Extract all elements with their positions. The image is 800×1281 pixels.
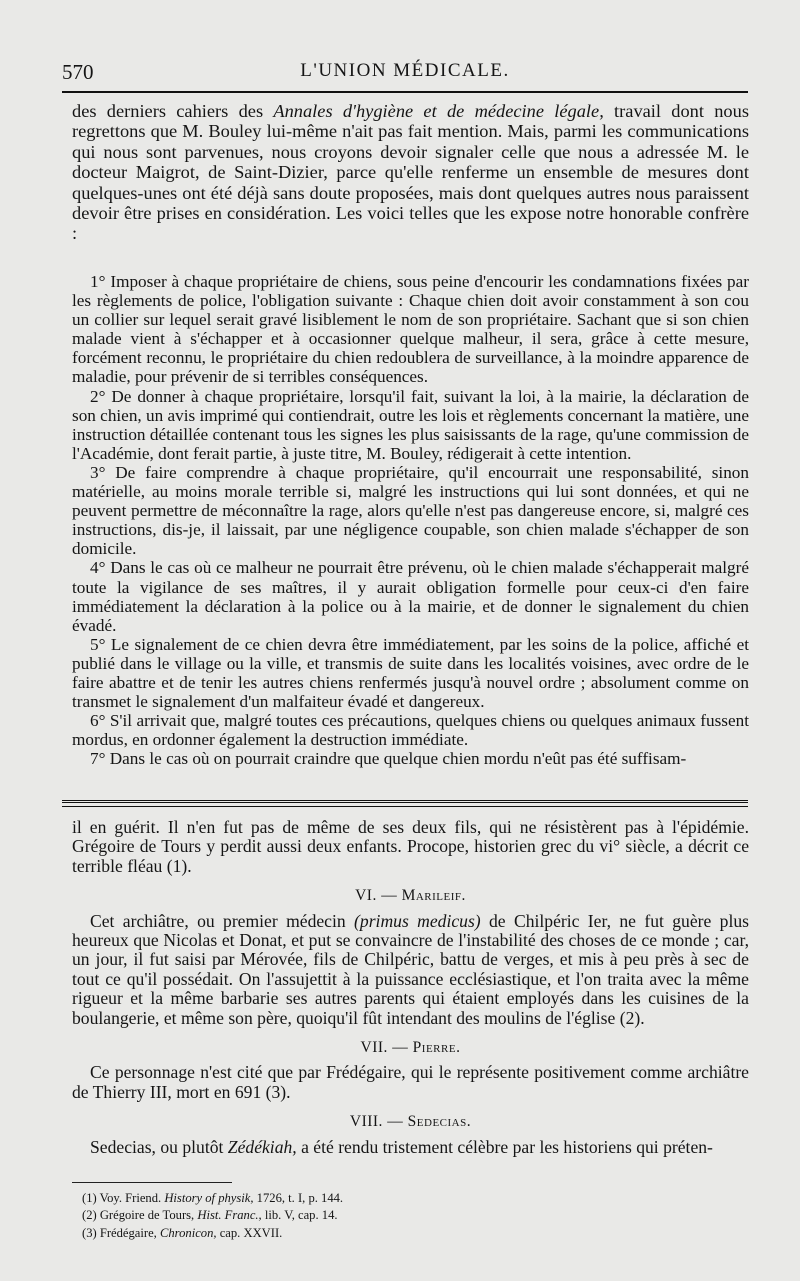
section-heading-pierre: VII. — Pierre. bbox=[360, 1039, 461, 1057]
measure-5: 5° Le signalement de ce chien devra être immédiatement, par les soins de la police, affiché et publié dans le village ou la ville, et transmis de suite dans les localités voisines, avec ordre de le faire abattre et de tenir les autres chiens renfermés jusqu'à nouvel ordre ; absolument comme on transmet le signalement d'un malfaiteur évadé et dangereux. bbox=[72, 634, 749, 712]
measure-4: 4° Dans le cas où ce malheur ne pourrait être prévenu, où le chien malade s'échapperait malgré toute la vigilance de ses maîtres, il y aurait obligation formelle pour ceux-ci d'en faire immédiatement la déclaration à la police ou à la mairie, et de donner le signalement du chien évadé. bbox=[72, 558, 749, 635]
measure-6: 6° S'il arrivait que, malgré toutes ces précautions, quelques chiens ou quelques animaux fussent mordus, en ordonner également la destruction immédiate. bbox=[72, 711, 749, 750]
measure-7: 7° Dans le cas où on pourrait craindre que quelque chien mordu n'eût pas été suffisam- bbox=[90, 749, 687, 769]
feuilleton-paragraph-continued: il en guérit. Il n'en fut pas de même de ses deux fils, qui ne résistèrent pas à l'épidémie. Grégoire de Tours y perdit aussi deux enfants. Procope, historien grec du vi° siècle, a décrit ce terrible fléau (1). bbox=[72, 817, 749, 876]
running-title: L'UNION MÉDICALE. bbox=[300, 60, 510, 81]
footnote-1 bbox=[82, 1190, 682, 1207]
feuilleton-separator bbox=[62, 800, 748, 807]
section-heading-sedecias: VIII. — Sedecias. bbox=[349, 1113, 472, 1131]
footnote-1-ref: 1726, t. I, p. 144. bbox=[253, 1191, 344, 1205]
intro-text-rest: travail dont nous regrettons que M. Bouley lui-même n'ait pas fait mention. Mais, parmi les communications qui nous sont parvenues, nous croyons devoir signaler celle que nous a adressée M. le docteur Maigrot, de Saint-Dizier, parce qu'elle renferme un ensemble de mesures dont quelques-unes ont été déjà sans doute proposées, mais dont quelques autres nous paraissent devoir être prises en considération. Les voici telles que les expose notre honorable confrère : bbox=[72, 101, 749, 244]
journal-title: Annales d'hygiène et de médecine légale, bbox=[273, 101, 604, 121]
marileif-text-start: Cet archiâtre, ou premier médecin bbox=[90, 910, 355, 931]
zedekiah: Zédékiah, bbox=[227, 1136, 297, 1157]
intro-paragraph bbox=[72, 101, 749, 244]
paragraph-pierre: Ce personnage n'est cité que par Frédégaire, qui le représente positivement comme archiâtre de Thierry III, mort en 691 (3). bbox=[72, 1062, 749, 1102]
measure-3: 3° De faire comprendre à chaque propriétaire, qu'il encourrait une responsabilité, sinon matérielle, au moins morale terrible si, malgré les instructions qui lui sont données, et qui ne peuvent permettre de méconnaître la rage, alors qu'elle n'est pas dangereuse encore, si, malgré ces instructions, dis-je, il laissait, par une négligence coupable, son chien malade s'échapper de son domicile. bbox=[72, 462, 749, 559]
footnote-2-text: (2) Grégoire de Tours, bbox=[82, 1208, 198, 1223]
footnote-2-ref: lib. V, cap. 14. bbox=[261, 1208, 338, 1223]
paragraph-sedecias bbox=[72, 1138, 749, 1157]
footnote-2 bbox=[82, 1207, 682, 1224]
footnote-3-ref: cap. XXVII. bbox=[216, 1225, 283, 1240]
header-rule bbox=[62, 91, 748, 93]
page-number: 570 bbox=[62, 60, 94, 84]
sedecias-text-rest: a été rendu tristement célèbre par les historiens qui préten- bbox=[296, 1136, 713, 1157]
footnote-3-title: Chronicon, bbox=[159, 1225, 217, 1240]
footnote-1-text: (1) Voy. Friend. bbox=[82, 1191, 165, 1205]
footnote-2-title: Hist. Franc., bbox=[197, 1208, 262, 1223]
footnote-rule bbox=[72, 1182, 232, 1183]
measures-list bbox=[72, 272, 749, 768]
footnote-3 bbox=[82, 1225, 682, 1242]
page-header bbox=[62, 56, 748, 86]
section-heading-marileif: VI. — Marileif. bbox=[355, 887, 466, 905]
intro-text-start: des derniers cahiers des bbox=[72, 101, 274, 121]
footnote-3-text: (3) Frédégaire, bbox=[82, 1225, 160, 1240]
measure-2: 2° De donner à chaque propriétaire, lorsqu'il fait, suivant la loi, à la mairie, la déclaration de son chien, un avis imprimé qui contiendrait, outre les lois et règlements concernant la matière, une instruction détaillée contenant tous les signes les plus saisissants de la rage, qu'une commission de l'Académie, dont ferait partie, à juste titre, M. Bouley, rédigerait à cette intention. bbox=[72, 386, 749, 463]
measure-1: 1° Imposer à chaque propriétaire de chiens, sous peine d'encourir les condamnations fixées par les règlements de police, l'obligation suivante : Chaque chien doit avoir constamment à son cou un collier sur lequel serait gravé lisiblement le nom de son propriétaire. Sachant que si son chien malade vient à s'échapper et à occasionner quelque malheur, il sera, grâce à cette mesure, forcément reconnu, le propriétaire du chien redoublera de surveillance, à la moindre apparence de maladie, pour prévenir de si terribles conséquences. bbox=[72, 272, 749, 387]
paragraph-marileif bbox=[72, 912, 749, 1028]
marileif-text-rest: de Chilpéric Ier, ne fut guère plus heureux que Nicolas et Donat, et put se convaincre de l'instabilité des choses de ce monde ; car, un jour, il fut saisi par Mérovée, fils de Chilpéric, battu de verges, et mis à peu près à sec de tout ce qu'il possédait. On l'assujettit à la puissance ecclésiastique, et l'on traita avec la même rigueur et la même barbarie ses autres parents qui étaient employés dans les cuisines de la boulangerie, et même son père, quoiqu'il fût intendant des moulins de l'église (2). bbox=[72, 910, 749, 1028]
footnote-1-title: History of physik, bbox=[164, 1191, 254, 1205]
primus-medicus: (primus medicus) bbox=[354, 910, 481, 931]
footnotes bbox=[82, 1190, 682, 1242]
feuilleton-section bbox=[72, 818, 749, 1157]
sedecias-text-start: Sedecias, ou plutôt bbox=[90, 1136, 228, 1157]
